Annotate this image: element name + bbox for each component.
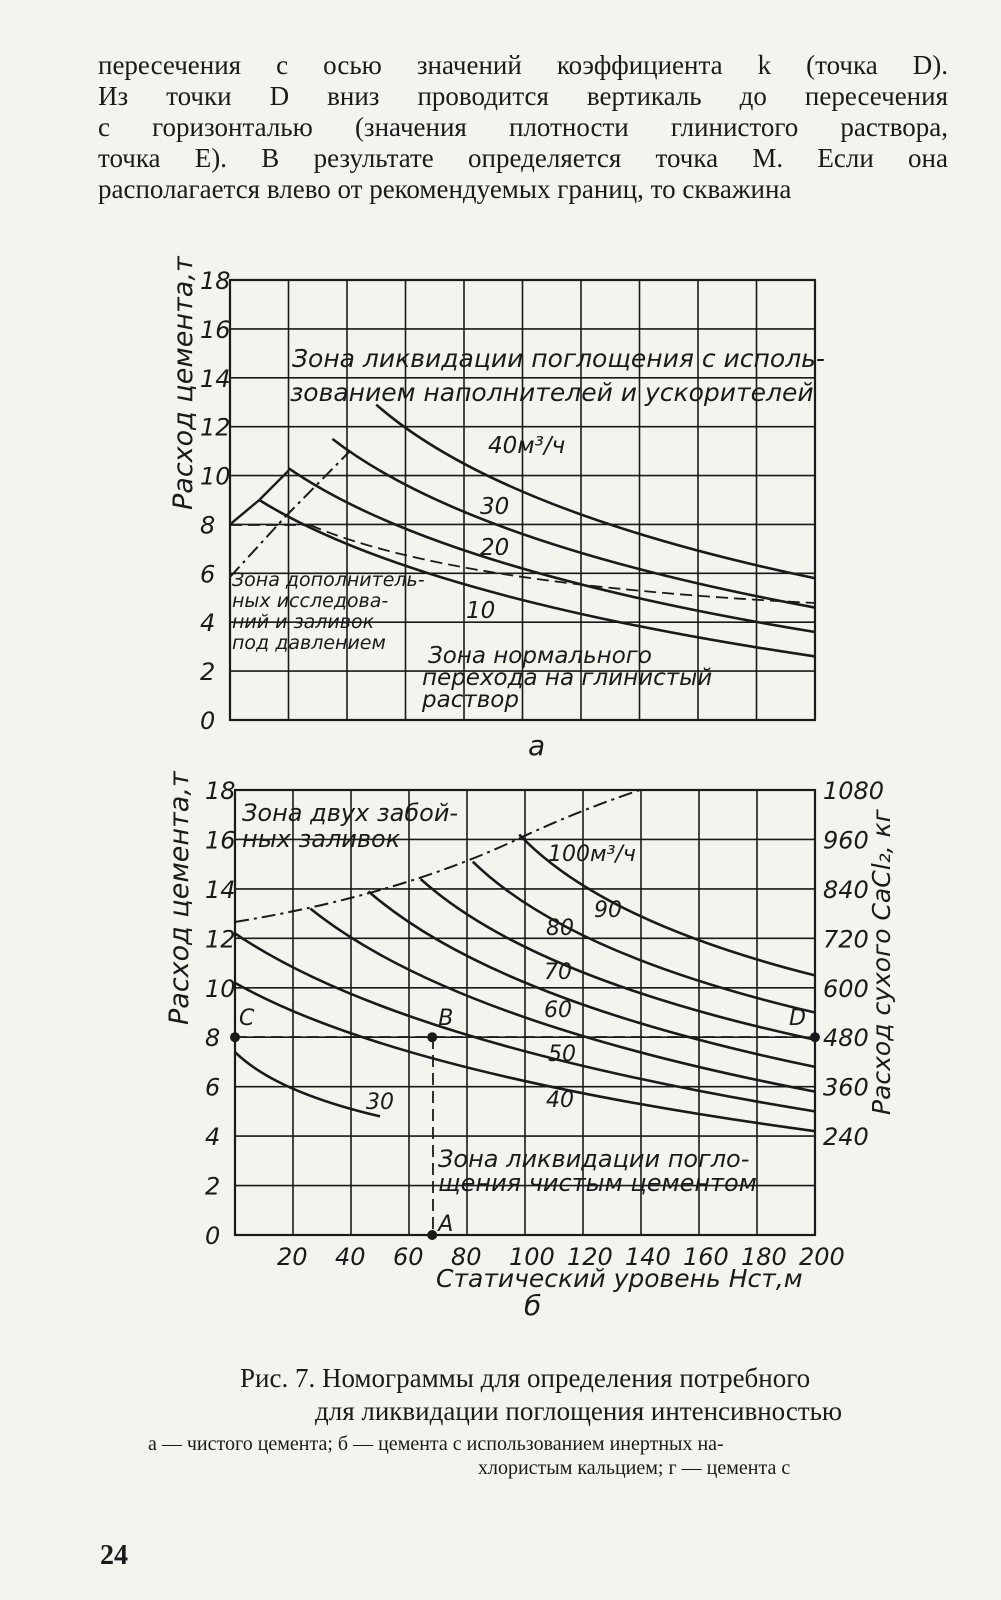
series-label-60: 60 — [544, 998, 572, 1023]
panel-a-series-0 — [376, 405, 815, 579]
text-line: с горизонталью (значения плотности глинистого раствора, — [98, 112, 948, 142]
nomogram-figure — [150, 255, 910, 1355]
series-label-90: 90 — [594, 898, 622, 923]
panel-b-ytick: 8 — [205, 1024, 221, 1053]
panel-b-ytick-right: 840 — [823, 875, 869, 904]
panel-a-ylabel: Расход цемента,т — [168, 256, 199, 510]
panel-a-ytick: 14 — [200, 364, 231, 393]
point-label-C: C — [239, 1006, 255, 1032]
caption-line-2: для ликвидации поглощения интенсивностью — [315, 1396, 843, 1426]
panel-a-ytick: 0 — [200, 707, 216, 735]
point-C — [230, 1032, 240, 1042]
point-B — [427, 1032, 437, 1042]
zone-bottom-line-3: раствор — [422, 687, 519, 713]
series-label-80: 80 — [546, 916, 574, 941]
panel-b-xtick: 60 — [393, 1243, 424, 1271]
panel-b-ytick-right: 600 — [823, 974, 869, 1003]
caption-line-1: Рис. 7. Номограммы для определения потребного — [240, 1363, 811, 1393]
text-line: Из точки D вниз проводится вертикаль до пересечения — [98, 81, 948, 111]
panel-b-xtick: 80 — [451, 1243, 482, 1271]
panel-a-ytick: 16 — [200, 315, 231, 344]
panel-b-xtick: 120 — [567, 1243, 613, 1271]
zone-left-line-2: ных исследова- — [232, 590, 389, 612]
panel-b-series-7 — [235, 1052, 380, 1116]
panel-b-xtick: 140 — [625, 1243, 671, 1271]
zone-left-line-3: ний и заливок — [232, 611, 375, 633]
zone-top-line-2: зованием наполнителей и ускорителей — [290, 378, 814, 407]
panel-b-xtick: 180 — [741, 1243, 787, 1271]
panel-a-ytick: 6 — [200, 560, 216, 589]
panel-b-zone-top-2: ных заливок — [242, 825, 401, 853]
zone-left-line-4: под давлением — [232, 632, 386, 654]
page-number: 24 — [100, 1540, 128, 1571]
panel-b-ytick: 2 — [205, 1172, 221, 1201]
panel-a-ytick: 4 — [200, 609, 216, 638]
panel-b-zone-bottom-2: щения чистым цементом — [438, 1169, 757, 1197]
panel-b-ytick-right: 480 — [823, 1024, 869, 1053]
panel-a-ytick: 10 — [200, 462, 231, 491]
series-label-30: 30 — [480, 494, 510, 520]
series-label-40: 40м³/ч — [488, 433, 566, 459]
series-label-40b: 40 — [546, 1088, 574, 1113]
zone-bottom-line-1: Зона нормального — [428, 643, 652, 669]
panel-b-ytick: 0 — [205, 1222, 221, 1250]
panel-b-xlabel: Статический уровень Hст,м — [436, 1264, 803, 1293]
text-line: располагается влево от рекомендуемых границ, то скважина — [98, 174, 792, 204]
panel-a-ytick: 8 — [200, 511, 216, 540]
zone-top-line-1: Зона ликвидации поглощения с исполь- — [292, 344, 825, 373]
panel-b-zone-bottom-1: Зона ликвидации погло- — [438, 1145, 750, 1173]
panel-a-rise-0 — [230, 500, 259, 524]
point-label-A: A — [438, 1212, 454, 1237]
panel-b-ylabel: Расход цемента,т — [164, 771, 195, 1025]
point-D — [810, 1032, 820, 1042]
panel-b-ytick: 12 — [205, 925, 236, 954]
panel-b-ytick-right: 360 — [823, 1073, 869, 1102]
panel-a-letter: а — [528, 729, 546, 762]
figure-caption — [240, 1362, 960, 1428]
zone-bottom-line-2: перехода на глинистый — [422, 665, 713, 691]
panel-b-xtick: 20 — [277, 1243, 308, 1271]
legend-line-2: хлористым кальцием; г — цемента с — [478, 1457, 791, 1479]
series-label-10: 10 — [466, 598, 496, 624]
panel-a-ytick: 18 — [200, 267, 231, 295]
series-label-50: 50 — [548, 1042, 576, 1067]
panel-b-ytick: 18 — [205, 777, 236, 805]
panel-b-xtick: 160 — [683, 1243, 729, 1271]
panel-b-zone-top-1: Зона двух забой- — [242, 799, 459, 827]
panel-b-ylabel-right: Расход сухого CaCl₂, кг — [867, 809, 896, 1115]
panel-b-ytick-right: 240 — [823, 1123, 869, 1152]
zone-left-line-1: Зона дополнитель- — [232, 569, 425, 591]
panel-b-xtick: 40 — [335, 1243, 366, 1271]
series-label-70: 70 — [544, 960, 572, 985]
axis-ticks — [200, 267, 884, 1271]
point-A — [427, 1230, 437, 1240]
text-line: пересечения с осью значений коэффициента k (точка D). — [98, 50, 948, 80]
panel-b-ytick-right: 1080 — [823, 777, 885, 805]
point-label-B: B — [438, 1006, 454, 1032]
panel-b-ytick: 16 — [205, 826, 236, 855]
panel-a-ytick: 2 — [200, 658, 216, 687]
panel-b-ytick: 10 — [205, 974, 236, 1003]
text-line: точка E). В результате определяется точка M. Если она — [98, 143, 948, 173]
series-label-20: 20 — [480, 535, 510, 561]
panel-b-ytick: 14 — [205, 875, 236, 904]
panel-b-ytick: 6 — [205, 1073, 221, 1102]
panel-b-xtick: 100 — [509, 1243, 555, 1271]
panel-b-xtick: 200 — [799, 1243, 845, 1271]
panel-b-ytick-right: 720 — [823, 925, 869, 954]
panel-b-ytick: 4 — [205, 1123, 221, 1152]
point-label-D: D — [789, 1006, 806, 1032]
body-paragraph — [98, 50, 948, 205]
legend-line-1: а — чистого цемента; б — цемента с использованием инертных на- — [148, 1433, 724, 1455]
panel-b-series-1 — [473, 862, 815, 1013]
series-label-100: 100м³/ч — [548, 842, 636, 867]
series-label-30b: 30 — [366, 1090, 394, 1115]
panel-b-letter: б — [524, 1289, 542, 1322]
panel-b-ytick-right: 960 — [823, 826, 869, 855]
panel-a-ytick: 12 — [200, 413, 231, 442]
figure-legend — [148, 1432, 948, 1480]
